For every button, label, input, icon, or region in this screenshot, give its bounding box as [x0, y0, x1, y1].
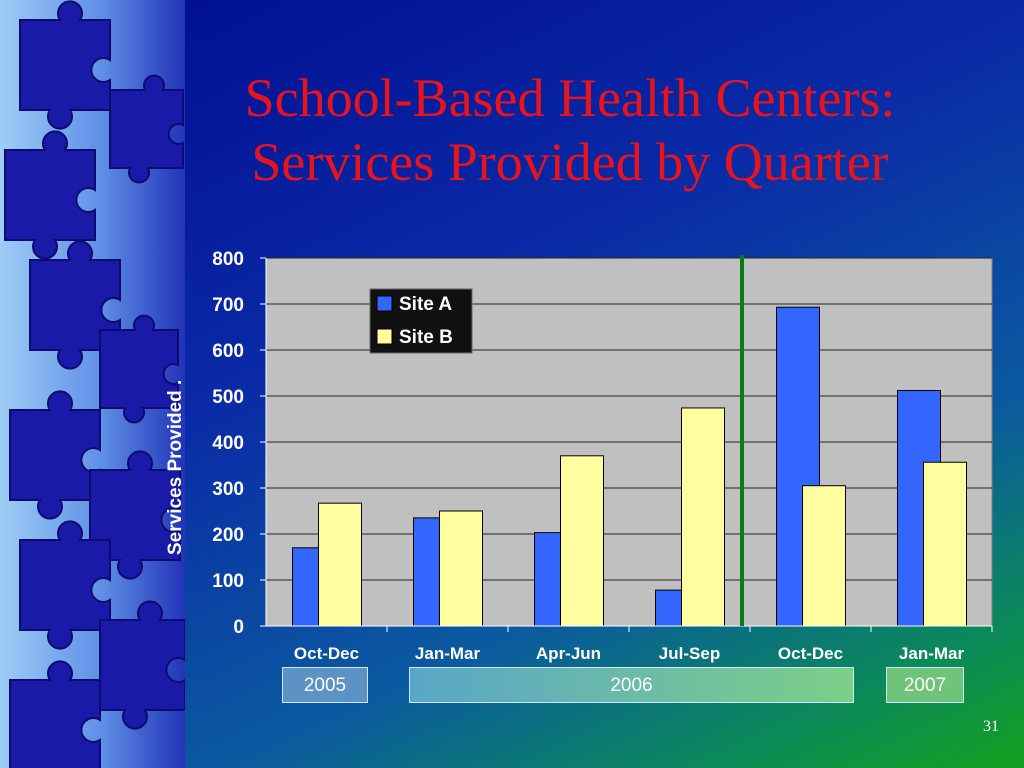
x-tick-label: Jul-Sep [658, 644, 721, 663]
y-tick-label: 500 [212, 387, 244, 408]
x-tick-label: Oct-Dec [293, 644, 360, 663]
x-tick-label: Oct-Dec [777, 644, 844, 663]
bar-site-b [561, 456, 604, 626]
title-line-1: School-Based Health Centers: [244, 68, 896, 128]
bar-site-b [440, 511, 483, 626]
x-tick-label: Jan-Mar [898, 644, 965, 663]
y-tick-label: 300 [212, 479, 244, 500]
bar-site-b [803, 486, 846, 626]
bar-site-b [319, 503, 362, 626]
y-tick-label: 800 [212, 249, 244, 270]
y-tick-label: 200 [212, 525, 244, 546]
y-tick-label: 700 [212, 295, 244, 316]
year-label-2005: 2005 [282, 667, 368, 703]
legend-label-site-a: Site A [399, 294, 453, 315]
legend-label-site-b: Site B [399, 327, 453, 348]
page-number: 31 [983, 718, 999, 735]
y-tick-label: 0 [233, 617, 244, 638]
y-tick-label: 400 [212, 433, 244, 454]
y-axis-label: Services Provided . [165, 379, 186, 555]
bar-site-b [924, 462, 967, 626]
x-tick-label: Apr-Jun [535, 644, 602, 663]
legend-swatch-site-b [377, 329, 392, 344]
x-tick-label: Jan-Mar [414, 644, 481, 663]
bar-site-b [682, 408, 725, 626]
y-tick-label: 600 [212, 341, 244, 362]
y-tick-label: 100 [212, 571, 244, 592]
year-label-2006: 2006 [409, 667, 854, 703]
title-line-2: Services Provided by Quarter [251, 132, 889, 192]
year-label-2007: 2007 [886, 667, 964, 703]
legend-swatch-site-a [377, 296, 392, 311]
